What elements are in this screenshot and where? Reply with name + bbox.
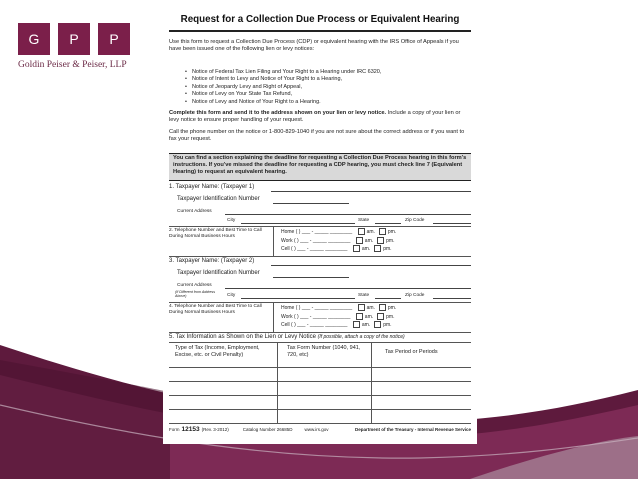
table-row: [169, 409, 471, 410]
line4-divider: [273, 302, 274, 332]
phone-type-label: Work: [281, 237, 293, 244]
table-row: [169, 381, 471, 382]
city2-label: City: [227, 293, 236, 298]
phone-row-home: Home ( ) ___ - _____ ________ am. pm.: [281, 304, 397, 311]
logo-tile-g: G: [18, 23, 50, 55]
address1-field[interactable]: [225, 214, 471, 215]
pm-checkbox[interactable]: [377, 237, 384, 244]
line4-phone-rows: [281, 304, 396, 330]
footer-catalog: Catalog Number 26685D: [242, 427, 293, 432]
phone-type-label: Home: [281, 304, 295, 311]
am-label: am.: [366, 304, 375, 311]
phone-row-cell: Cell ( ) ___ - _____ ________ am. pm.: [281, 246, 392, 253]
logo-tile-p1: P: [58, 23, 90, 55]
city1-field[interactable]: [241, 223, 355, 224]
phone-row-work: Work ( ) ___ - _____ ________ am. pm.: [281, 237, 395, 244]
line2-label: 2. Telephone Number and Best Time to Call During Normal Business Hours: [169, 228, 262, 239]
am-label: am.: [361, 322, 371, 329]
pm-checkbox[interactable]: [374, 321, 381, 328]
phone-row-home: Home ( ) ___ - _____ ________ am. pm.: [281, 228, 397, 235]
phone-row-work: Work ( ) ___ - _____ ________ am. pm.: [281, 313, 395, 320]
deadline-notice: You can find a section explaining the deadline for requesting a Collection Due Process hearing in this form's instructions. If you've missed the deadline for requesting a CDP hearing, you must check line 7 (Equivalent Hearing) to request an equivalent hearing.: [169, 153, 471, 181]
notice-list: [185, 69, 381, 106]
logo-tile-p2: P: [98, 23, 130, 55]
address2-label: Current Address: [177, 283, 212, 288]
list-item: • Notice of Levy on Your State Tax Refund,: [185, 91, 381, 98]
state1-field[interactable]: [375, 223, 401, 224]
phone-type-label: Home: [281, 228, 295, 235]
state1-label: State: [358, 218, 370, 223]
am-label: am.: [364, 237, 374, 244]
pm-label: pm.: [386, 313, 395, 320]
pm-label: pm.: [383, 246, 392, 253]
form-title: Request for a Collection Due Process or Equivalent Hearing: [180, 14, 460, 25]
col-type-of-tax: Type of Tax (Income, Employment, Excise, etc. or Civil Penalty): [175, 345, 260, 358]
address2-note: (If Different from Address Above): [175, 290, 216, 299]
address2-field[interactable]: [225, 288, 471, 289]
taxpayer1-name-field[interactable]: [271, 191, 471, 192]
table-row: [169, 367, 471, 368]
table-col-divider-1: [277, 342, 278, 424]
call-instruction: Call the phone number on the notice or 1-800-829-1040 if you are not sure about the correct address or if you want to fax your request.: [169, 129, 465, 143]
line1-label: 1. Taxpayer Name: (Taxpayer 1): [169, 184, 255, 190]
pm-checkbox[interactable]: [379, 304, 386, 311]
city2-field[interactable]: [241, 298, 355, 299]
pm-label: pm.: [386, 237, 395, 244]
am-checkbox[interactable]: [356, 237, 363, 244]
am-label: am.: [366, 228, 375, 235]
pm-label: pm.: [387, 304, 397, 311]
list-item: • Notice of Intent to Levy and Notice of Your Right to a Hearing,: [185, 76, 381, 83]
list-item: • Notice of Levy and Notice of Your Right to a Hearing.: [185, 99, 381, 106]
list-item: • Notice of Federal Tax Lien Filing and Your Right to a Hearing under IRC 6320,: [185, 69, 381, 76]
city1-label: City: [227, 218, 236, 223]
zip1-field[interactable]: [433, 223, 471, 224]
line2-bottom-rule: [169, 256, 471, 257]
list-item: • Notice of Jeopardy Levy and Right of Appeal,: [185, 84, 381, 91]
state2-field[interactable]: [375, 298, 401, 299]
line5-note: (If possible, attach a copy of the notice): [317, 334, 405, 340]
am-checkbox[interactable]: [358, 304, 365, 311]
line2-phone-rows: [281, 228, 396, 254]
am-checkbox[interactable]: [356, 313, 363, 320]
line5-label: 5. Tax Information as Shown on the Lien or Levy Notice: [169, 334, 316, 340]
tin1-label: Taxpayer Identification Number: [177, 196, 260, 202]
tin2-label: Taxpayer Identification Number: [177, 270, 260, 276]
pm-label: pm.: [387, 228, 397, 235]
footer-department: Department of the Treasury - Internal Revenue Service: [354, 427, 471, 432]
logo-letter-tiles: [18, 23, 130, 55]
state2-label: State: [358, 293, 370, 298]
am-checkbox[interactable]: [353, 245, 360, 252]
pm-checkbox[interactable]: [379, 228, 386, 235]
complete-instruction-bold: Complete this form and send it to the address shown on your lien or levy notice.: [169, 110, 387, 116]
line5-table-top: [169, 342, 471, 343]
taxpayer2-tin-field[interactable]: [273, 277, 349, 278]
phone-type-label: Cell: [281, 246, 290, 253]
table-row: [169, 423, 471, 424]
footer-website: www.irs.gov: [304, 427, 329, 432]
irs-form-12153: [163, 12, 477, 444]
title-rule: [169, 30, 471, 32]
phone-type-label: Cell: [281, 322, 290, 329]
line5-heading: [169, 334, 405, 341]
am-checkbox[interactable]: [358, 228, 365, 235]
address1-label: Current Address: [177, 209, 212, 214]
company-logo: [18, 23, 130, 70]
firm-name: Goldin Peiser & Peiser, LLP: [18, 60, 127, 70]
am-checkbox[interactable]: [353, 321, 360, 328]
zip2-label: Zip Code: [405, 293, 425, 298]
phone-row-cell: Cell ( ) ___ - _____ ________ am. pm.: [281, 322, 392, 329]
zip2-field[interactable]: [433, 298, 471, 299]
line2-top-rule: [169, 226, 471, 227]
col-form-number: Tax Form Number (1040, 941, 720, etc): [287, 345, 361, 358]
table-col-divider-2: [371, 342, 372, 424]
zip1-label: Zip Code: [405, 218, 425, 223]
col-tax-period: Tax Period or Periods: [385, 349, 438, 355]
form-footer: [169, 426, 471, 433]
am-label: am.: [361, 246, 371, 253]
pm-label: pm.: [383, 322, 392, 329]
table-row: [169, 395, 471, 396]
line3-label: 3. Taxpayer Name: (Taxpayer 2): [169, 258, 255, 264]
footer-form-prefix: Form: [169, 427, 180, 432]
pm-checkbox[interactable]: [374, 245, 381, 252]
line4-label: 4. Telephone Number and Best Time to Call During Normal Business Hours: [169, 304, 262, 315]
complete-instruction: [169, 110, 471, 124]
am-label: am.: [364, 313, 374, 320]
complete-instruction-rest: Include a copy of your lien or levy notice to ensure proper handling of your request.: [169, 110, 461, 124]
phone-type-label: Work: [281, 313, 293, 320]
taxpayer2-name-field[interactable]: [271, 265, 471, 266]
footer-revision: (Rev. 3-2012): [201, 427, 229, 432]
line2-divider: [273, 226, 274, 256]
line4-top-rule: [169, 302, 471, 303]
footer-form-number: 12153: [181, 426, 200, 433]
taxpayer1-tin-field[interactable]: [273, 203, 349, 204]
form-intro: Use this form to request a Collection Due Process (CDP) or equivalent hearing with the IRS Office of Appeals if you have been issued one of the following lien or levy notices:: [169, 39, 459, 53]
line4-bottom-rule: [169, 332, 471, 333]
pm-checkbox[interactable]: [377, 313, 384, 320]
